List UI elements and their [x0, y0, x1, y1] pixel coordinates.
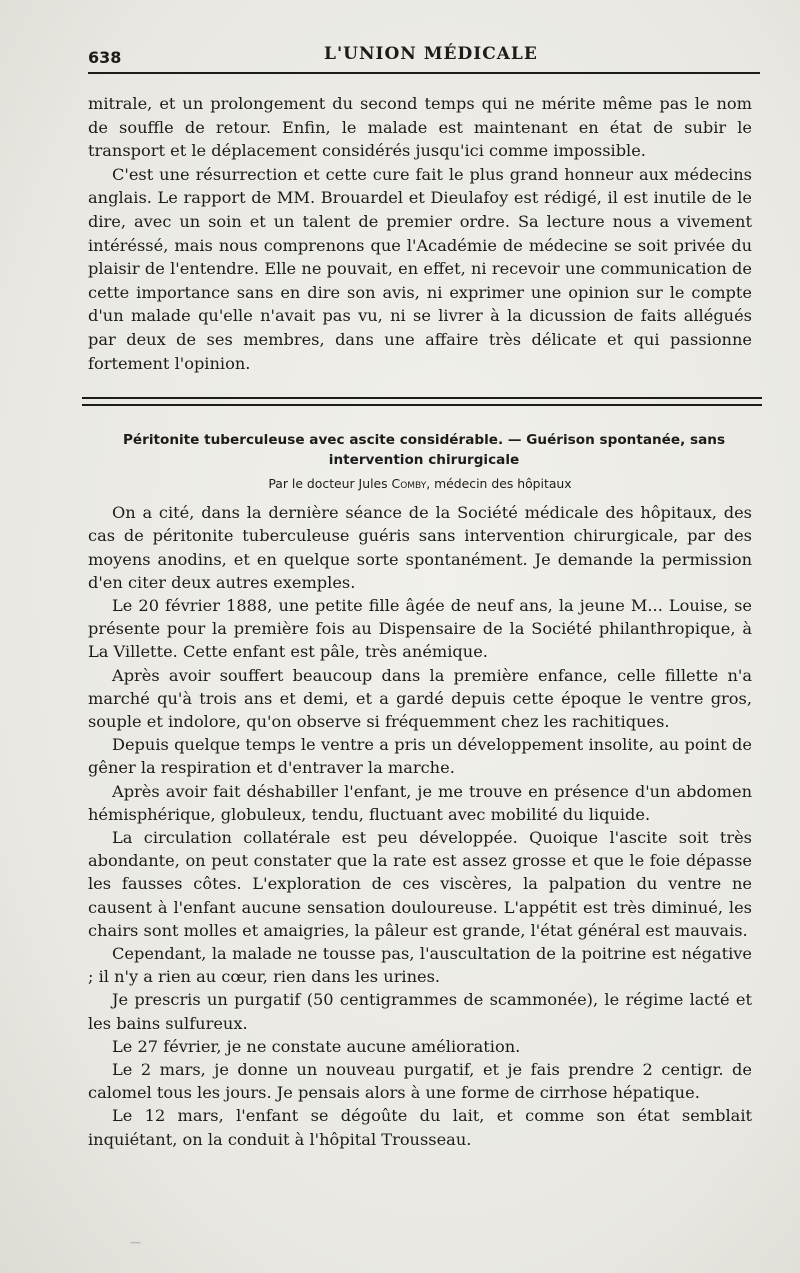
article-paragraph: Après avoir souffert beaucoup dans la première enfance, celle fillette n'a marché qu'à trois ans et demi, et a gardé depuis cette époque le ventre gros, souple et indolore, qu'on observe si fréquemment chez les rachitiques. [88, 665, 752, 731]
intro-paragraph: mitrale, et un prolongement du second temps qui ne mérite même pas le nom de souffle de retour. Enfin, le malade est maintenant en état de subir le transport et le déplacement considérés jusqu'ici comme impossible. [88, 94, 752, 161]
article-title-line: intervention chirurgicale [328, 452, 520, 469]
intro-text [88, 92, 752, 375]
article-title-line: Péritonite tuberculeuse avec ascite considérable. — Guérison spontanée, sans [122, 432, 726, 449]
running-title: L'UNION MÉDICALE [324, 44, 538, 64]
section-divider [82, 397, 762, 406]
page-number: 638 [88, 48, 122, 67]
article-paragraph: Cependant, la malade ne tousse pas, l'auscultation de la poitrine est négative ; il n'y a rien au cœur, rien dans les urines. [88, 943, 752, 987]
article-title [86, 430, 762, 470]
author-name: Comby [391, 476, 427, 492]
byline [88, 476, 752, 491]
article-body [88, 501, 752, 1151]
page-header [88, 30, 752, 67]
header-rule [88, 72, 760, 74]
article-paragraph: On a cité, dans la dernière séance de la Société médicale des hôpitaux, des cas de péritonite tuberculeuse guéris sans intervention chirurgicale, par des moyens anodins, et en quelque sorte spontanément. Je demande la permission d'en citer deux autres exemples. [88, 503, 752, 592]
article-paragraph: Le 12 mars, l'enfant se dégoûte du lait, et comme son état semblait inquiétant, on la conduit à l'hôpital Trousseau. [88, 1106, 752, 1149]
signature-mark: — [130, 1236, 141, 1249]
byline-prefix: Par le docteur Jules [268, 476, 388, 492]
article-paragraph: Le 20 février 1888, une petite fille âgée de neuf ans, la jeune M... Louise, se présente pour la première fois au Dispensaire de la Société philanthropique, à La Villette. Cette enfant est pâle, très anémique. [88, 595, 752, 662]
article-paragraph: Je prescris un purgatif (50 centigrammes de scammonée), le régime lacté et les bains sulfureux. [88, 990, 752, 1033]
article-paragraph: Depuis quelque temps le ventre a pris un développement insolite, au point de gêner la respiration et d'entraver la marche. [88, 735, 752, 778]
byline-suffix: , médecin des hôpitaux [426, 476, 572, 492]
intro-paragraph: C'est une résurrection et cette cure fait le plus grand honneur aux médecins anglais. Le rapport de MM. Brouardel et Dieulafoy est rédigé, il est inutile de le dire, avec un soin et un talent de premier ordre. Sa lecture nous a vivement intéréssé, mais nous comprenons que l'Académie de médecine se soit privée du plaisir de l'entendre. Elle ne pouvait, en effet, ni recevoir une communication de cette importance sans en dire son avis, ni exprimer une opinion sur le compte d'un malade qu'elle n'avait pas vu, ni se livrer à la dicussion de faits allégués par deux de ses membres, dans une affaire très délicate et qui passionne fortement l'opinion. [88, 164, 752, 373]
article-paragraph: Le 2 mars, je donne un nouveau purgatif, et je fais prendre 2 centigr. de calomel tous les jours. Je pensais alors à une forme de cirrhose hépatique. [88, 1060, 752, 1103]
article-paragraph: La circulation collatérale est peu développée. Quoique l'ascite soit très abondante, on peut constater que la rate est assez grosse et que le foie dépasse les fausses côtes. L'exploration de ces viscères, la palpation du ventre ne causent à l'enfant aucune sensation douloureuse. L'appétit est très diminué, les chairs sont molles et amaigries, la pâleur est grande, l'état général est mauvais. [88, 827, 752, 940]
article-paragraph: Le 27 février, je ne constate aucune amélioration. [112, 1036, 521, 1056]
article-paragraph: Après avoir fait déshabiller l'enfant, je me trouve en présence d'un abdomen hémisphérique, globuleux, tendu, fluctuant avec mobilité du liquide. [88, 781, 752, 824]
